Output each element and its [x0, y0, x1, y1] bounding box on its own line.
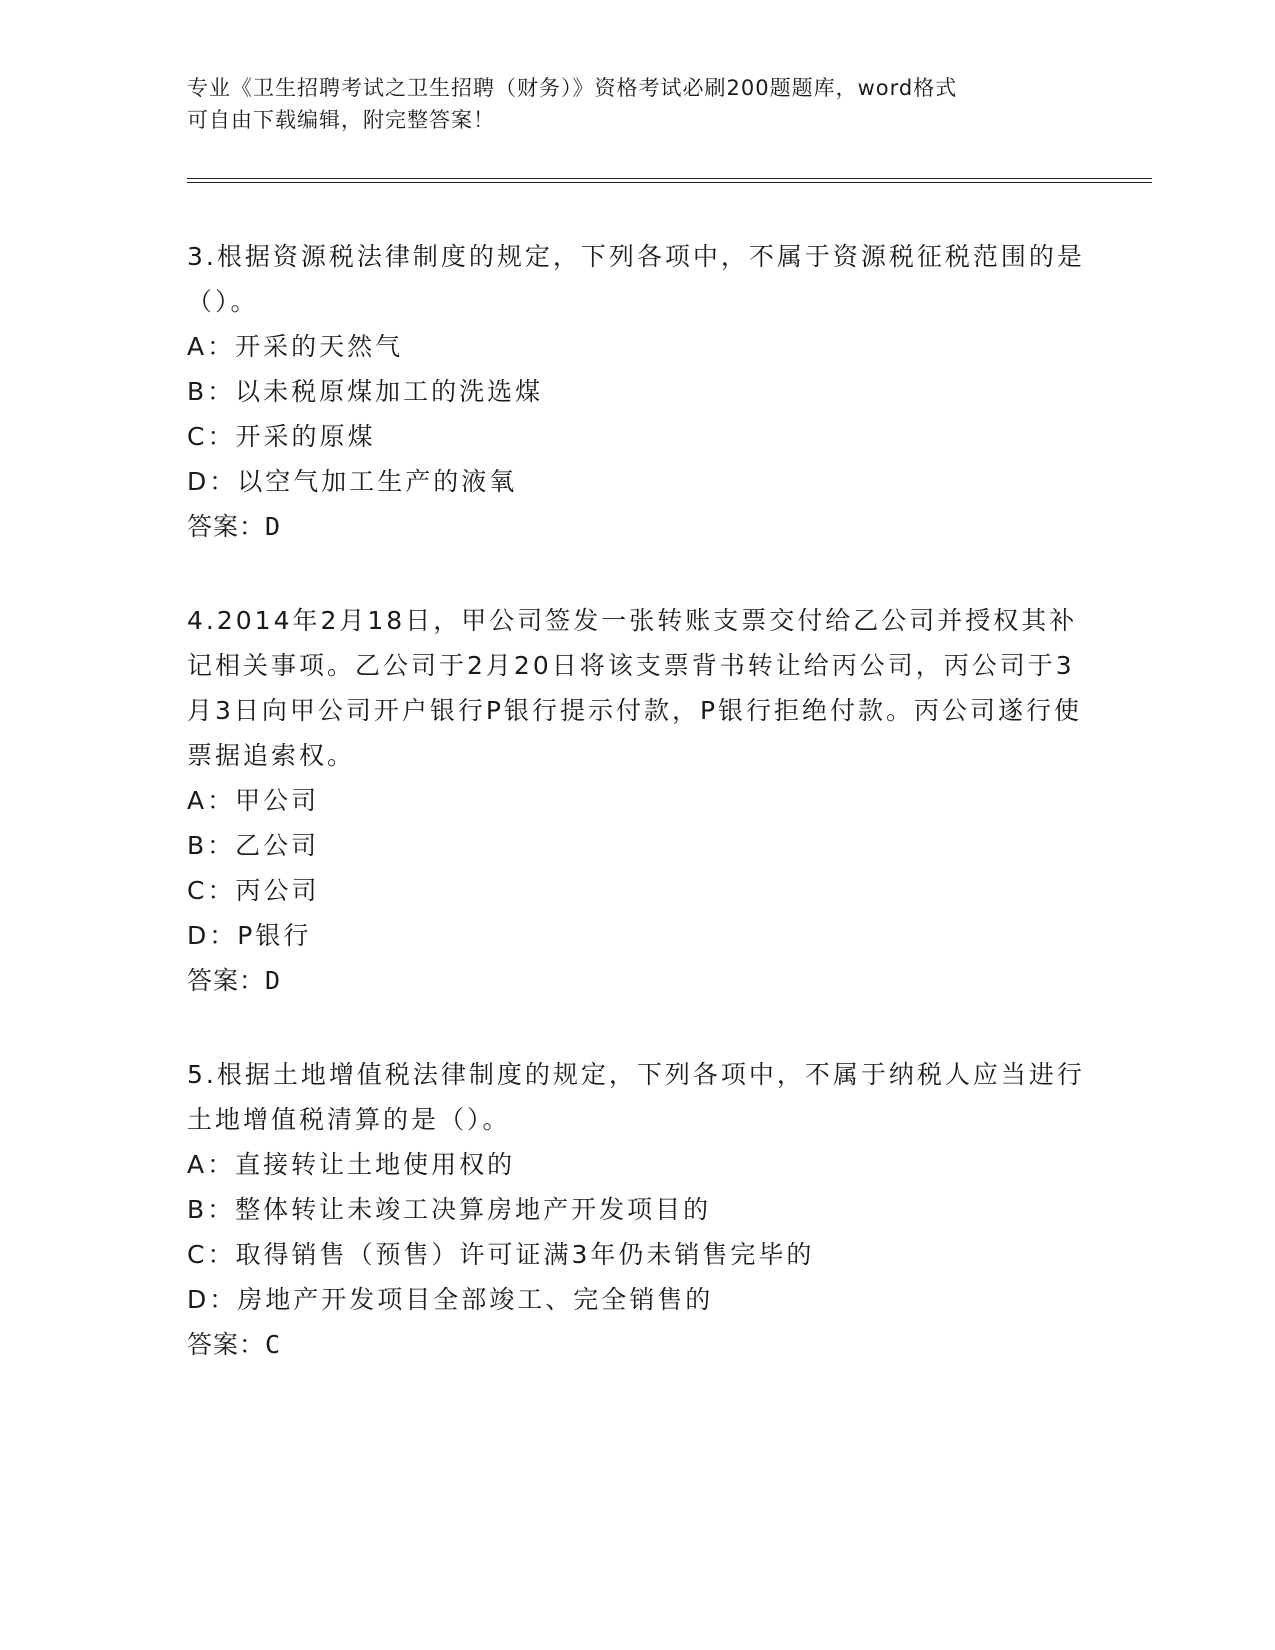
question-4 — [187, 598, 1087, 1003]
answer: 答案：C — [187, 1330, 282, 1359]
question-stem: 4.2014年2月18日，甲公司签发一张转账支票交付给乙公司并授权其补记相关事项。乙公司于2月20日将该支票背书转让给丙公司，丙公司于3月3日向甲公司开户银行P银行提示付款，P银行拒绝付款。丙公司遂行使票据追索权。 — [187, 606, 1083, 770]
option-a: A：开采的天然气 — [187, 332, 404, 361]
option-b: B：整体转让未竣工决算房地产开发项目的 — [187, 1195, 712, 1224]
header-divider-bottom — [187, 182, 1152, 183]
option-d: D：房地产开发项目全部竣工、完全销售的 — [187, 1285, 714, 1314]
option-c: C：取得销售（预售）许可证满3年仍未销售完毕的 — [187, 1240, 815, 1269]
header-divider-top — [187, 178, 1152, 179]
question-stem: 5.根据土地增值税法律制度的规定，下列各项中，不属于纳税人应当进行土地增值税清算的是（）。 — [187, 1060, 1085, 1134]
question-3 — [187, 234, 1087, 549]
option-b: B：以未税原煤加工的洗选煤 — [187, 377, 544, 406]
option-c: C：丙公司 — [187, 876, 320, 905]
option-b: B：乙公司 — [187, 831, 320, 860]
option-c: C：开采的原煤 — [187, 422, 376, 451]
option-d: D：P银行 — [187, 921, 312, 950]
option-d: D：以空气加工生产的液氧 — [187, 467, 518, 496]
question-stem: 3.根据资源税法律制度的规定，下列各项中，不属于资源税征税范围的是（）。 — [187, 242, 1085, 316]
answer: 答案：D — [187, 512, 282, 541]
option-a: A：甲公司 — [187, 786, 320, 815]
question-5 — [187, 1052, 1087, 1367]
option-a: A：直接转让土地使用权的 — [187, 1150, 516, 1179]
answer: 答案：D — [187, 966, 282, 995]
document-header: 专业《卫生招聘考试之卫生招聘（财务）》资格考试必刷200题题库，word格式 可自由下载编辑，附完整答案！ — [187, 76, 958, 132]
